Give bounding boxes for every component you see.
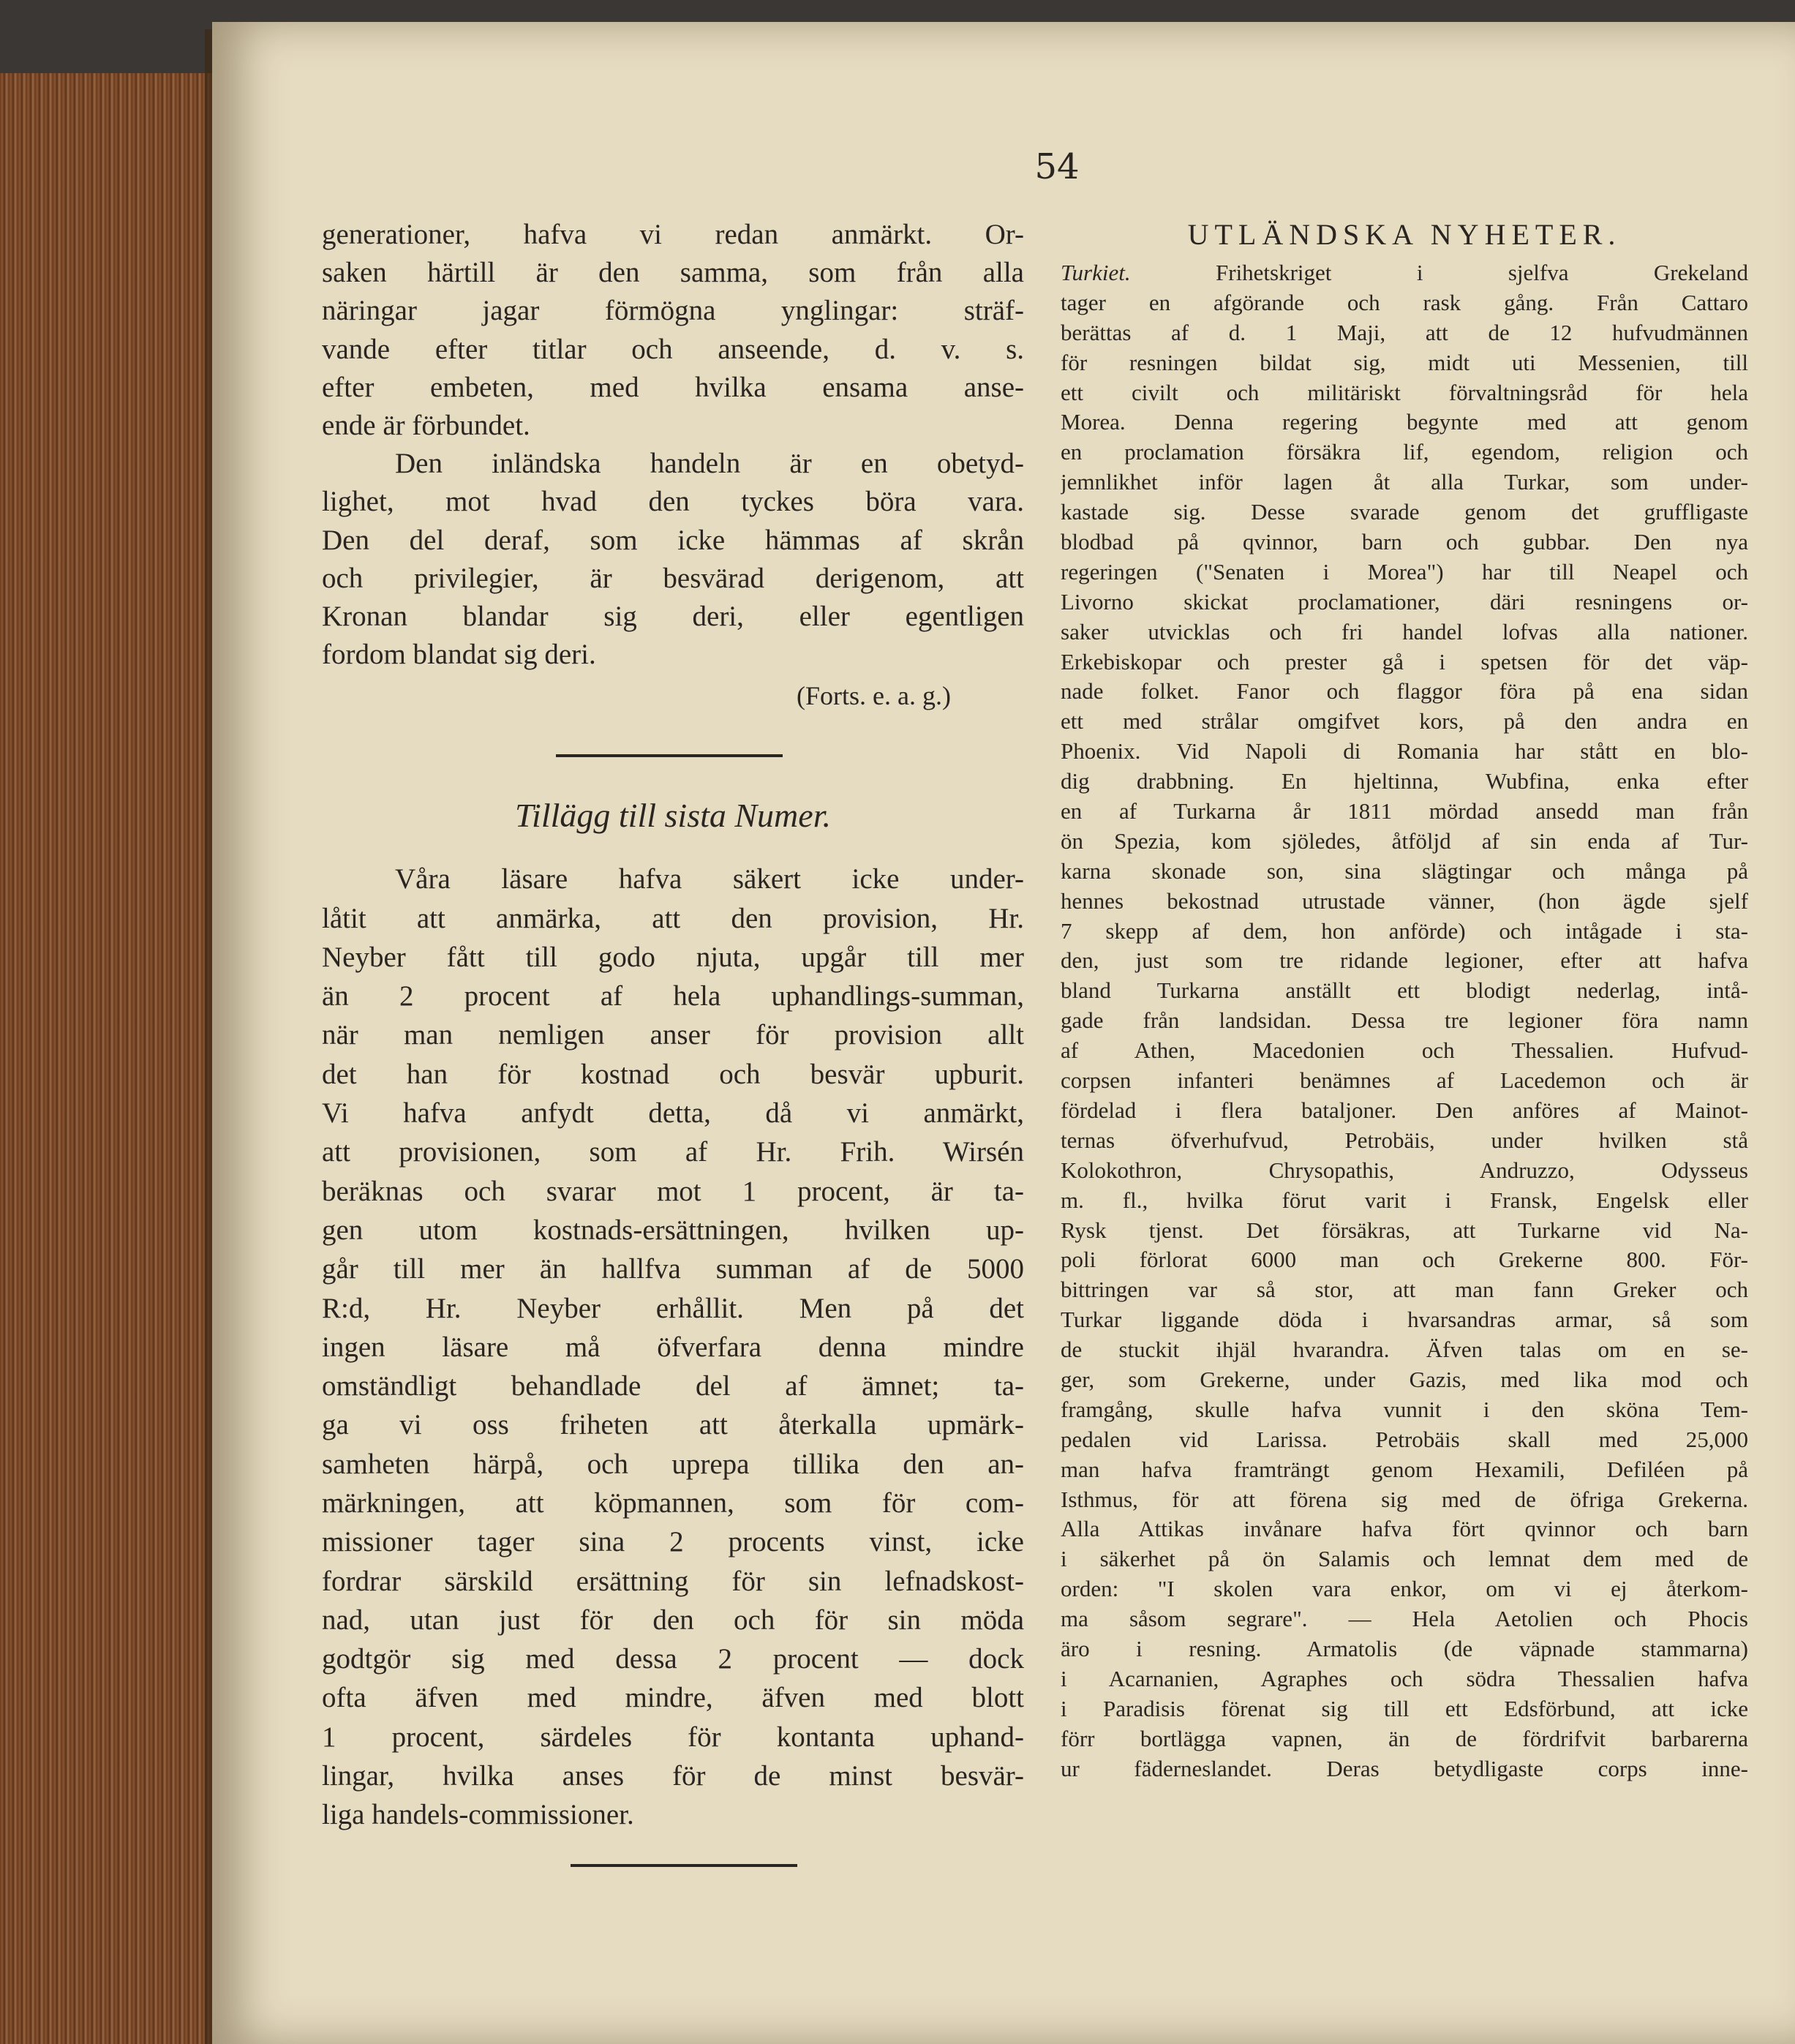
text-line: Rysk tjenst. Det försäkras, att Turkarne vid Na-: [1061, 1217, 1748, 1243]
text-line: R:d, Hr. Neyber erhållit. Men på det: [322, 1292, 1024, 1324]
text-line: [1061, 258, 1748, 288]
text-line: ett med strålar omgifvet kors, på den andra en: [1061, 708, 1748, 734]
text-line: missioner tager sina 2 procents vinst, icke: [322, 1526, 1024, 1558]
text-line: ternas öfverhufvud, Petrobäis, under hvilken stå: [1061, 1127, 1748, 1153]
text-line: ger, som Grekerne, under Gazis, med lika mod och: [1061, 1366, 1748, 1392]
text-line: nade folket. Fanor och flaggor föra på ena sidan: [1061, 678, 1748, 704]
country-label: Turkiet.: [1061, 260, 1131, 285]
text-line: bland Turkarna anställt ett blodigt nederlag, intå-: [1061, 977, 1748, 1004]
text-line: i Acarnanien, Agraphes och södra Thessalien hafva: [1061, 1665, 1748, 1691]
text-line: hennes bekostnad utrustade vänner, (hon ägde sjelf: [1061, 887, 1748, 914]
text-line: godtgör sig med dessa 2 procent — dock: [322, 1643, 1024, 1675]
text-line: i Paradisis förenat sig till ett Edsförbund, att icke: [1061, 1695, 1748, 1721]
text-line: generationer, hafva vi redan anmärkt. Or-: [322, 219, 1024, 250]
continuation-note: (Forts. e. a. g.): [797, 681, 951, 711]
text-line: vande efter titlar och anseende, d. v. s.: [322, 333, 1024, 365]
page-number: 54: [1034, 146, 1080, 187]
text-line: efter embeten, med hvilka ensama anse-: [322, 371, 1024, 403]
text-line: märkningen, att köpmannen, som för com-: [322, 1487, 1024, 1519]
text-line: jemnlikhet inför lagen åt alla Turkar, som under-: [1061, 469, 1748, 495]
text-line: låtit att anmärka, att den provision, Hr.: [322, 902, 1024, 934]
text-line: samheten härpå, och uprepa tillika den an-: [322, 1448, 1024, 1480]
text-line: förr bortlägga vapnen, än de fördrifvit barbarerna: [1061, 1725, 1748, 1751]
book-page-edges: [0, 73, 219, 2044]
text-line: bittringen var så stor, att man fann Greker och: [1061, 1277, 1748, 1303]
text-line: ur fäderneslandet. Deras betydligaste corps inne-: [1061, 1755, 1748, 1781]
text-line: framgång, skulle hafva vunnit i den sköna Tem-: [1061, 1396, 1748, 1422]
text-line: berättas af d. 1 Maji, att de 12 hufvudmännen: [1061, 319, 1748, 345]
text-line: näringar jagar förmögna ynglingar: sträf-: [322, 295, 1024, 327]
text-line: poli förlorat 6000 man och Grekerne 800. För-: [1061, 1247, 1748, 1273]
text-line: fördelad i flera bataljoner. Den anföres af Mainot-: [1061, 1097, 1748, 1123]
text-line: för resningen bildat sig, midt uti Messenien, till: [1061, 349, 1748, 375]
text-line: karna skonade son, sina slägtingar och många på: [1061, 857, 1748, 884]
text-line: går till mer än hallfva summan af de 5000: [322, 1253, 1024, 1285]
text-line: Neyber fått till godo njuta, upgår till mer: [322, 941, 1024, 973]
text-line: Erkebiskopar och prester gå i spetsen för det väp-: [1061, 648, 1748, 675]
right-column: [1061, 216, 1748, 1784]
text-line: orden: "I skolen vara enkor, om vi ej återkom-: [1061, 1576, 1748, 1602]
text-line: m. fl., hvilka förut varit i Fransk, Engelsk eller: [1061, 1187, 1748, 1213]
text-line: Kolokothron, Chrysopathis, Andruzzo, Odysseus: [1061, 1157, 1748, 1183]
text-line: blodbad på qvinnor, barn och gubbar. Den nya: [1061, 529, 1748, 555]
text-line: Kronan blandar sig deri, eller egentligen: [322, 600, 1024, 632]
text-line: det han för kostnad och besvär upburit.: [322, 1058, 1024, 1090]
text-line: fordrar särskild ersättning för sin lefnadskost-: [322, 1565, 1024, 1597]
text-line: ma såsom segrare". — Hela Aetolien och Phocis: [1061, 1606, 1748, 1632]
text-line: fordom blandat sig deri.: [322, 639, 596, 671]
text-line: Den inländska handeln är en obetyd-: [395, 448, 1024, 480]
text-line: ingen läsare må öfverfara denna mindre: [322, 1331, 1024, 1363]
text-line: 1 procent, särdeles för kontanta uphand-: [322, 1721, 1024, 1753]
foreign-news-heading: UTLÄNDSKA NYHETER.: [1187, 218, 1622, 251]
text-line: tager en afgörande och rask gång. Från Cattaro: [1061, 289, 1748, 315]
text-line: Phoenix. Vid Napoli di Romania har stått en blo-: [1061, 738, 1748, 764]
text-line: ende är förbundet.: [322, 409, 530, 441]
text-line: liga handels-commissioner.: [322, 1799, 634, 1831]
text-line: Livorno skickat proclamationer, däri resningens or-: [1061, 588, 1748, 615]
text-line-body: Frihetskriget i sjelfva Grekeland: [1216, 260, 1748, 285]
text-line: Morea. Denna regering begynte med att genom: [1061, 409, 1748, 435]
text-line: i säkerhet på ön Salamis och lemnat dem med de: [1061, 1546, 1748, 1572]
text-line: och privilegier, är besvärad derigenom, att: [322, 562, 1024, 594]
text-line: Vi hafva anfydt detta, då vi anmärkt,: [322, 1097, 1024, 1130]
text-line: lighet, mot hvad den tyckes böra vara.: [322, 486, 1024, 518]
text-line: när man nemligen anser för provision allt: [322, 1019, 1024, 1051]
section-divider: [556, 754, 783, 757]
paragraph-3: [322, 860, 1024, 1834]
text-line: Turkar liggande döda i hvarsandras armar, så som: [1061, 1307, 1748, 1333]
text-line: ofta äfven med mindre, äfven med blott: [322, 1682, 1024, 1714]
text-line: corpsen infanteri benämnes af Lacedemon och är: [1061, 1067, 1748, 1094]
paragraph-1: [322, 216, 1024, 445]
text-line: en proclamation försäkra lif, egendom, religion och: [1061, 439, 1748, 465]
text-line: nad, utan just för den och för sin möda: [322, 1604, 1024, 1636]
text-line: de stuckit ihjäl hvarandra. Äfven talas om en se-: [1061, 1337, 1748, 1363]
text-line: att provisionen, som af Hr. Frih. Wirsén: [322, 1136, 1024, 1168]
text-line: en af Turkarna år 1811 mördad ansedd man från: [1061, 798, 1748, 824]
end-divider: [571, 1864, 797, 1867]
text-line: saken härtill är den samma, som från alla: [322, 257, 1024, 289]
text-line: lingar, hvilka anses för de minst besvär-: [322, 1760, 1024, 1792]
text-line: dig drabbning. En hjeltinna, Wubfina, enka efter: [1061, 768, 1748, 794]
text-line: Alla Attikas invånare hafva fört qvinnor och barn: [1061, 1516, 1748, 1542]
text-line: pedalen vid Larissa. Petrobäis skall med 25,000: [1061, 1426, 1748, 1452]
text-line: omständligt behandlade del af ämnet; ta-: [322, 1370, 1024, 1402]
text-line: kastade sig. Desse svarade genom det gruffligaste: [1061, 499, 1748, 525]
left-column: [322, 216, 1024, 1867]
text-line: Isthmus, för att förena sig med de öfriga Grekerna.: [1061, 1486, 1748, 1512]
text-line: Den del deraf, som icke hämmas af skrån: [322, 524, 1024, 556]
text-line: den, just som tre ridande legioner, efter att hafva: [1061, 947, 1748, 974]
text-line: man hafva framträngt genom Hexamili, Defiléen på: [1061, 1456, 1748, 1482]
text-line: ett civilt och militäriskt förvaltningsråd för hela: [1061, 379, 1748, 405]
text-line: gen utom kostnads-ersättningen, hvilken up-: [322, 1214, 1024, 1246]
paragraph-2: [322, 445, 1024, 674]
text-line: äro i resning. Armatolis (de väpnade stammarna): [1061, 1635, 1748, 1661]
text-line: af Athen, Macedonien och Thessalien. Hufvud-: [1061, 1037, 1748, 1064]
section-subheading: Tillägg till sista Numer.: [515, 797, 831, 835]
text-line: ga vi oss friheten att återkalla upmärk-: [322, 1409, 1024, 1441]
text-line: än 2 procent af hela uphandlings-summan,: [322, 980, 1024, 1012]
text-line: 7 skepp af dem, hon anförde) och intågade i sta-: [1061, 917, 1748, 944]
text-line: gade från landsidan. Dessa tre legioner föra namn: [1061, 1007, 1748, 1034]
text-line: Våra läsare hafva säkert icke under-: [395, 863, 1024, 895]
text-line: saker utvicklas och fri handel lofvas alla nationer.: [1061, 618, 1748, 645]
text-line: ön Spezia, kom sjöledes, åtföljd af sin enda af Tur-: [1061, 827, 1748, 854]
text-line: beräknas och svarar mot 1 procent, är ta-: [322, 1175, 1024, 1207]
text-line: regeringen ("Senaten i Morea") har till Neapel och: [1061, 558, 1748, 585]
